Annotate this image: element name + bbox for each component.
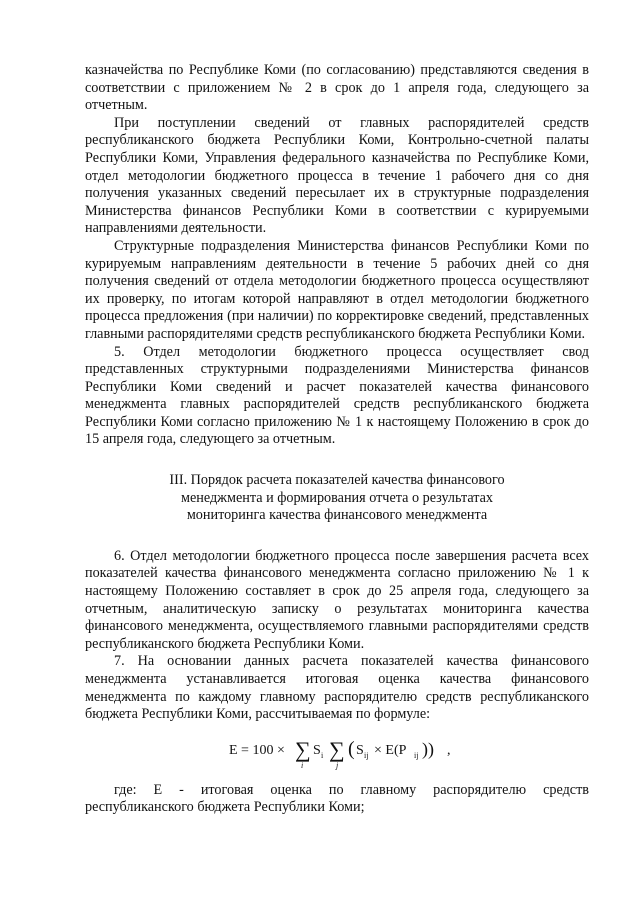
paragraph-6: 6. Отдел методологии бюджетного процесса после завершения расчета всех показателей качества финансового менеджмента согласно приложению № 1 к настоящему Положению составляет в срок до 25 апреля года, следующего за отчетным, аналитическую записку о результатах мониторинга качества финансового менеджмента, осуществляемого главными распорядителями средств республиканского бюджета Республики Коми.: [85, 547, 589, 652]
formula-lhs: E = 100 ×: [229, 742, 285, 758]
section-title-line-3: мониторинга качества финансового менеджмента: [186, 507, 488, 524]
formula-s-i-sub: i: [321, 750, 324, 760]
paragraph-final: где: E - итоговая оценка по главному распорядителю средств республиканского бюджета Республики Коми;: [85, 781, 589, 816]
formula-close: )): [422, 738, 434, 759]
paragraph-1: казначейства по Республике Коми (по согласованию) представляются сведения в соответствии с приложением № 2 в срок до 1 апреля года, следующего за отчетным.: [85, 62, 589, 114]
paragraph-2: При поступлении сведений от главных распорядителей средств республиканского бюджета Республики Коми, Контрольно-счетной палаты Республики Коми, Управления федерального казначейства по Республике Коми, отдел методологии бюджетного процесса в течение 1 рабочего дня со дня получения указанных сведений пересылает их в структурные подразделения Министерства финансов Республики Коми в соответствии с курируемыми направлениями деятельности.: [85, 114, 589, 237]
document-page: [85, 62, 589, 817]
formula-s-ij: S: [356, 742, 364, 758]
section-title-line-2: менеджмента и формирования отчета о результатах: [180, 489, 494, 506]
formula-e-p: × E(P: [374, 742, 407, 758]
section-title-line-1: III. Порядок расчета показателей качества финансового: [169, 472, 505, 489]
sum-i-icon: ∑: [295, 736, 311, 762]
paragraph-3: Структурные подразделения Министерства финансов Республики Коми по курируемым направлениям деятельности в течение 5 рабочих дней со дня получения сведений от отдела методологии бюджетного процесса осуществляют их проверку, по итогам которой направляют в отдел методологии бюджетного процесса предложения (при наличии) по корректировке сведений, представленных главными распорядителями средств республиканского бюджета Республики Коми.: [85, 237, 589, 342]
section-title: [85, 472, 589, 525]
formula-s-i: S: [313, 742, 321, 758]
formula-s-ij-sub: ij: [364, 750, 369, 760]
formula-p-ij-sub: ij: [414, 750, 419, 760]
sum-j-index: j: [336, 760, 339, 770]
formula-graphic: [225, 728, 465, 776]
formula-tail: ,: [447, 742, 451, 758]
paragraph-4: 5. Отдел методологии бюджетного процесса осуществляет свод представленных структурными подразделениями Министерства финансов Республики Коми сведений и расчет показателей качества финансового менеджмента главных распорядителей средств республиканского бюджета Республики Коми согласно приложению № 1 к настоящему Положению в срок до 15 апреля года, следующего за отчетным.: [85, 343, 589, 448]
sum-j-icon: ∑: [329, 736, 345, 762]
open-paren-icon: (: [348, 737, 355, 760]
paragraph-7: 7. На основании данных расчета показателей качества финансового менеджмента устанавливается итоговая оценка качества финансового менеджмента по каждому главному распорядителю средств республиканского бюджета Республики Коми, рассчитываемая по формуле:: [85, 653, 589, 723]
formula: [85, 724, 589, 782]
sum-i-index: i: [301, 760, 304, 770]
